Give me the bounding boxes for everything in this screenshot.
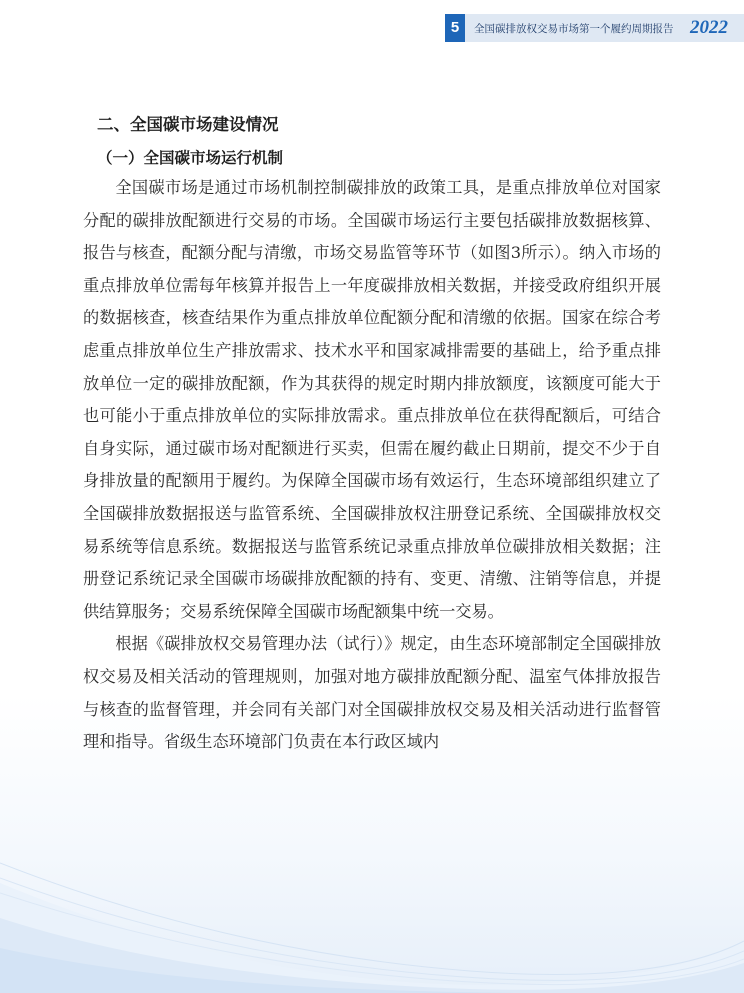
body-paragraph-2: 根据《碳排放权交易管理办法（试行）》规定，由生态环境部制定全国碳排放权交易及相关活动的管理规则，加强对地方碳排放配额分配、温室气体排放报告与核查的监督管理，并会同有关部门对全国碳排放权交易及相关活动进行监督管理和指导。省级生态环境部门负责在本行政区域内 [83,634,661,752]
report-title: 全国碳排放权交易市场第一个履约周期报告 [474,23,674,35]
body-paragraph-1: 全国碳市场是通过市场机制控制碳排放的政策工具，是重点排放单位对国家分配的碳排放配额进行交易的市场。全国碳市场运行主要包括碳排放数据核算、报告与核查，配额分配与清缴，市场交易监管等环节（如图3所示）。纳入市场的重点排放单位需每年核算并报告上一年度碳排放相关数据，并接受政府组织开展的数据核查，核查结果作为重点排放单位配额分配和清缴的依据。国家在综合考虑重点排放单位生产排放需求、技术水平和国家减排需要的基础上，给予重点排放单位一定的碳排放配额，作为其获得的规定时期内排放额度，该额度可能大于也可能小于重点排放单位的实际排放需求。重点排放单位在获得配额后，可结合自身实际，通过碳市场对配额进行买卖，但需在履约截止日期前，提交不少于自身排放量的配额用于履约。为保障全国碳市场有效运行，生态环境部组织建立了全国碳排放数据报送与监管系统、全国碳排放权注册登记系统、全国碳排放权交易系统等信息系统。数据报送与监管系统记录重点排放单位碳排放相关数据；注册登记系统记录全国碳市场碳排放配额的持有、变更、清缴、注销等信息，并提供结算服务；交易系统保障全国碳市场配额集中统一交易。 [83,178,661,621]
page-number: 5 [445,14,465,42]
section-heading: 二、全国碳市场建设情况 [97,115,279,134]
report-year: 2022 [690,17,728,38]
decorative-wave-background [0,823,744,993]
main-content [83,112,661,759]
section-subheading: （一）全国碳市场运行机制 [97,148,284,167]
